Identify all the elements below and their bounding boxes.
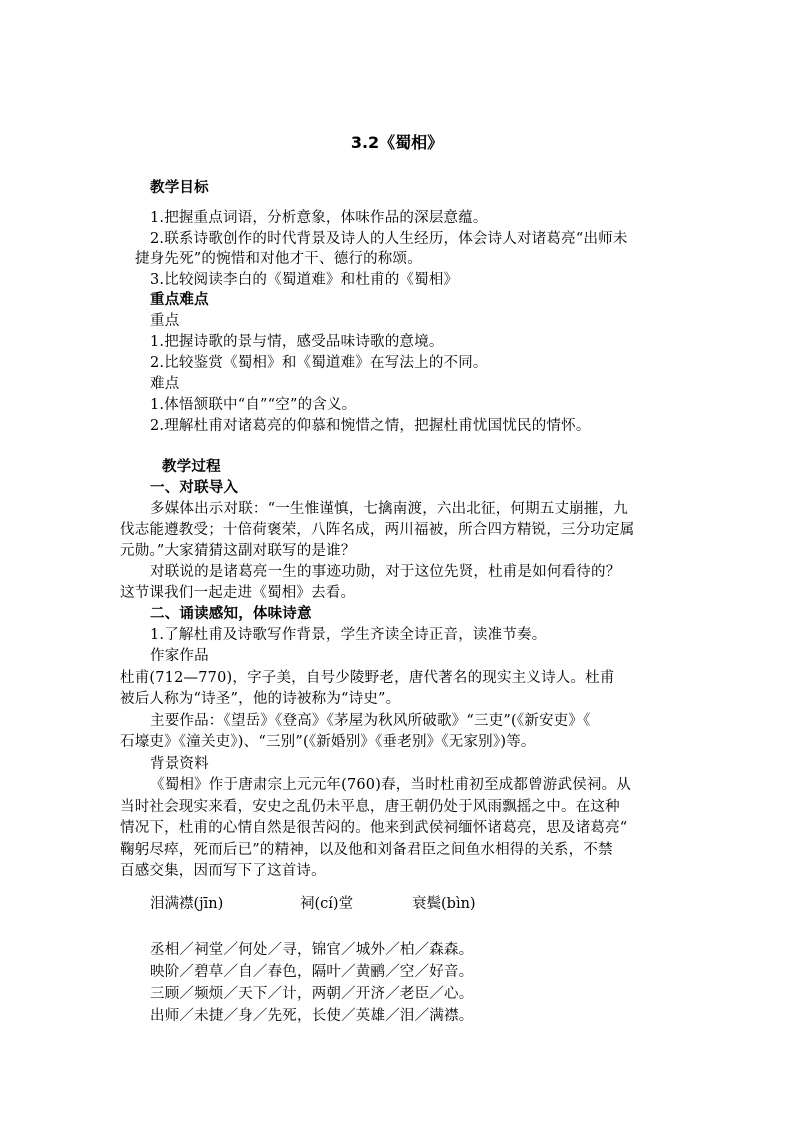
- pinyin-1: 泪满襟(jīn): [150, 896, 224, 912]
- goal-1: 1.把握重点词语，分析意象，体味作品的深层意蕴。: [150, 210, 488, 226]
- paragraph-6-line-2: 当时社会现实来看，安史之乱仍未平息，唐王朝仍处于风雨飘摇之中。在这种: [120, 799, 620, 815]
- paragraph-2-line-1: 对联说的是诸葛亮一生的事迹功勋，对于这位先贤，杜甫是如何看待的？: [150, 564, 621, 580]
- paragraph-1-line-2: 伐志能遵教受；十倍荷褒荣，八阵名成，两川福被，所合四方精锐，三分功定属: [120, 522, 635, 538]
- poem-line-2: 映阶／碧草／自／春色，隔叶／黄鹂／空／好音。: [150, 964, 474, 980]
- paragraph-4-line-2: 被后人称为“诗圣”，他的诗被称为“诗史”。: [120, 691, 401, 707]
- paragraph-4-line-1: 杜甫(712—770)，字子美，自号少陵野老，唐代著名的现实主义诗人。杜甫: [120, 670, 615, 686]
- key-point-2: 2.比较鉴赏《蜀相》和《蜀道难》在写法上的不同。: [150, 355, 488, 371]
- section-2-heading: 二、诵读感知，体味诗意: [150, 606, 312, 622]
- poem-line-3: 三顾／频烦／天下／计，两朝／开济／老臣／心。: [150, 986, 474, 1002]
- paragraph-2-line-2: 这节课我们一起走进《蜀相》去看。: [120, 585, 356, 601]
- paragraph-6-line-5: 百感交集，因而写下了这首诗。: [120, 863, 326, 879]
- poem-line-1: 丞相／祠堂／何处／寻，锦官／城外／柏／森森。: [150, 942, 474, 958]
- paragraph-5-line-2: 石壕吏》《潼关吏》)、“三别”(《新婚别》《垂老别》《无家别》)等。: [120, 734, 536, 750]
- difficulty-2: 2.理解杜甫对诸葛亮的仰慕和惋惜之情，把握杜甫忧国忧民的情怀。: [150, 418, 591, 434]
- goal-2-line-1: 2.联系诗歌创作的时代背景及诗人的人生经历，体会诗人对诸葛亮“出师未: [150, 231, 628, 247]
- author-label: 作家作品: [150, 648, 209, 664]
- paragraph-3: 1.了解杜甫及诗歌写作背景，学生齐读全诗正音，读准节奏。: [150, 627, 547, 643]
- process-heading: 教学过程: [162, 459, 221, 475]
- goal-3: 3.比较阅读李白的《蜀道难》和杜甫的《蜀相》: [150, 272, 459, 288]
- difficulty-1: 1.体悟颔联中“自”“空”的含义。: [150, 397, 357, 413]
- page-title: 3.2《蜀相》: [350, 133, 444, 152]
- paragraph-1-line-3: 元勋。”大家猜猜这副对联写的是谁？: [120, 543, 356, 559]
- paragraph-5-line-1: 主要作品：《望岳》《登高》《茅屋为秋风所破歌》“三吏”(《新安吏》《: [150, 713, 591, 729]
- section-1-heading: 一、对联导入: [150, 480, 239, 496]
- goals-heading: 教学目标: [150, 180, 209, 196]
- poem-line-4: 出师／未捷／身／先死，长使／英雄／泪／满襟。: [150, 1008, 474, 1024]
- paragraph-1-line-1: 多媒体出示对联：“一生惟谨慎，七擒南渡，六出北征，何期五丈崩摧，九: [150, 501, 629, 517]
- key-label: 重点: [150, 313, 180, 329]
- difficulty-label: 难点: [150, 376, 180, 392]
- goal-2-line-2: 捷身先死”的惋惜和对他才干、德行的称颂。: [135, 251, 422, 267]
- paragraph-6-line-1: 《蜀相》作于唐肃宗上元元年(760)春，当时杜甫初至成都曾游武侯祠。从: [150, 777, 631, 793]
- pinyin-3: 衰鬓(bìn): [412, 896, 476, 912]
- paragraph-6-line-4: 鞠躬尽瘁，死而后已”的精神，以及他和刘备君臣之间鱼水相得的关系，不禁: [120, 842, 613, 858]
- key-difficulty-heading: 重点难点: [150, 292, 209, 308]
- pinyin-2: 祠(cí)堂: [300, 896, 354, 912]
- paragraph-6-line-3: 情况下，杜甫的心情自然是很苦闷的。他来到武侯祠缅怀诸葛亮，思及诸葛亮“: [120, 820, 628, 836]
- background-label: 背景资料: [150, 756, 209, 772]
- key-point-1: 1.把握诗歌的景与情，感受品味诗歌的意境。: [150, 334, 444, 350]
